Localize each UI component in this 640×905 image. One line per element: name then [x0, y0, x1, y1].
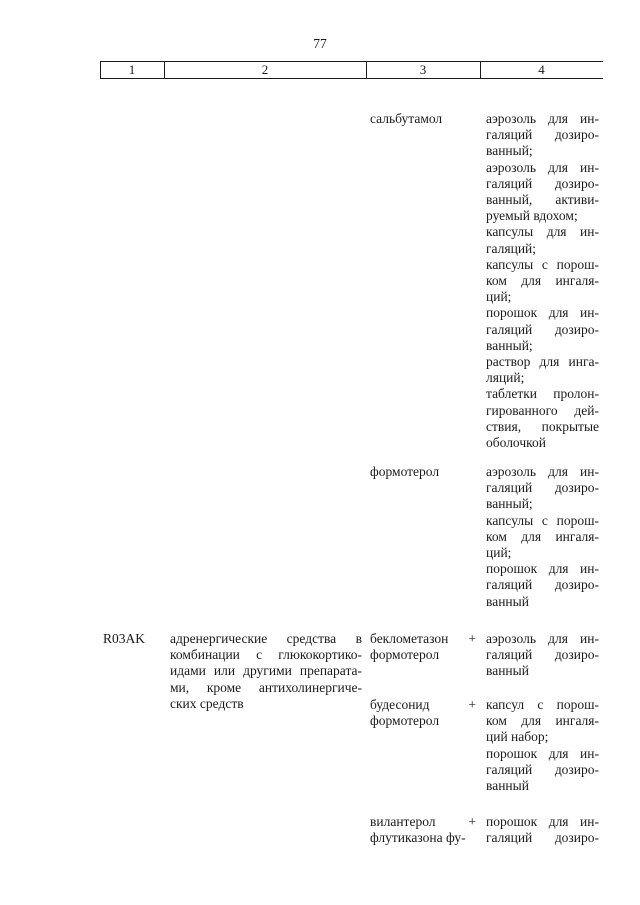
form-line: ванный — [486, 778, 529, 794]
header-col-4: 4 — [538, 62, 545, 77]
form-line: ствия, покрытые — [486, 418, 599, 434]
form-line: ком для ингаля- — [486, 713, 599, 729]
form-line: галяций дозиро- — [486, 577, 599, 593]
form-line: порошок для ин- — [486, 561, 599, 577]
form-line: порошок для ин- — [486, 745, 599, 761]
drug-name: формотерол — [370, 647, 440, 663]
form-line: галяций; — [486, 240, 537, 256]
group-line: ми, кроме антихолинергиче- — [170, 679, 362, 695]
forms-combo-3 — [486, 814, 599, 846]
form-line: порошок для ин- — [486, 814, 599, 829]
drug-combo-budesonide-formoterol — [370, 697, 476, 729]
form-line: ванный; — [486, 496, 533, 512]
group-line: комбинации с глюкокортико- — [170, 647, 362, 663]
drug-name: будесонид — [370, 697, 430, 712]
form-line: галяций дозиро- — [486, 761, 599, 777]
form-line: таблетки пролон- — [486, 386, 599, 402]
drug-name: формотерол — [370, 713, 440, 729]
form-line: галяций дозиро- — [486, 321, 599, 337]
form-line: ванный — [486, 593, 529, 609]
table-header — [100, 61, 603, 79]
drug-name: вилантерол — [370, 814, 436, 829]
form-line: капсулы с порош- — [486, 512, 599, 528]
form-line: галяций дозиро- — [486, 480, 599, 496]
header-col-2: 2 — [261, 62, 269, 77]
form-line: ванный, активи- — [486, 192, 599, 208]
forms-formoterol — [486, 464, 599, 610]
page-number: 77 — [313, 36, 327, 51]
form-line: ций; — [486, 289, 512, 305]
form-line: галяций дозиро- — [486, 830, 599, 846]
drug-formoterol — [370, 464, 476, 480]
drug-name: беклометазон — [370, 631, 449, 646]
atc-code: R03AK — [103, 631, 146, 646]
group-line: идами или другими препарата- — [170, 663, 362, 679]
atc-group-description — [170, 631, 362, 712]
forms-combo-1 — [486, 631, 599, 680]
form-line: аэрозоль для ин- — [486, 111, 599, 126]
form-line: ком для ингаля- — [486, 273, 599, 289]
form-line: ванный — [486, 663, 529, 679]
plus-sign: + — [468, 697, 476, 712]
form-line: ванный; — [486, 143, 533, 159]
form-line: руемый вдохом; — [486, 208, 578, 224]
plus-sign: + — [468, 814, 476, 829]
form-line: ций; — [486, 545, 512, 561]
forms-combo-2 — [486, 697, 599, 794]
form-line: раствор для инга- — [486, 354, 599, 370]
drug-name: сальбутамол — [370, 111, 443, 126]
form-line: порошок для ин- — [486, 305, 599, 321]
group-line: адренергические средства в — [170, 631, 362, 646]
form-line: ванный; — [486, 337, 533, 353]
plus-sign: + — [468, 631, 476, 646]
forms-salbutamol — [486, 111, 599, 451]
form-line: аэрозоль для ин- — [486, 464, 599, 479]
form-line: оболочкой — [486, 435, 546, 451]
header-col-3: 3 — [419, 62, 427, 77]
form-line: ляций; — [486, 370, 525, 386]
form-line: аэрозоль для ин- — [486, 631, 599, 646]
drug-name: формотерол — [370, 464, 440, 479]
drug-combo-vilanterol-fluticasone — [370, 814, 476, 846]
drug-combo-beclometasone-formoterol — [370, 631, 476, 663]
header-col-1: 1 — [128, 62, 136, 77]
drug-name: флутиказона фу- — [370, 830, 466, 846]
form-line: ций набор; — [486, 729, 549, 745]
form-line: капсул с порош- — [486, 697, 599, 712]
form-line: гированного дей- — [486, 402, 599, 418]
form-line: капсулы с порош- — [486, 256, 599, 272]
form-line: аэрозоль для ин- — [486, 159, 599, 175]
group-line: ских средств — [170, 695, 244, 711]
form-line: капсулы для ин- — [486, 224, 599, 240]
form-line: галяций дозиро- — [486, 175, 599, 191]
form-line: ком для ингаля- — [486, 528, 599, 544]
form-line: галяций дозиро- — [486, 647, 599, 663]
form-line: галяций дозиро- — [486, 127, 599, 143]
drug-salbutamol — [370, 111, 476, 127]
